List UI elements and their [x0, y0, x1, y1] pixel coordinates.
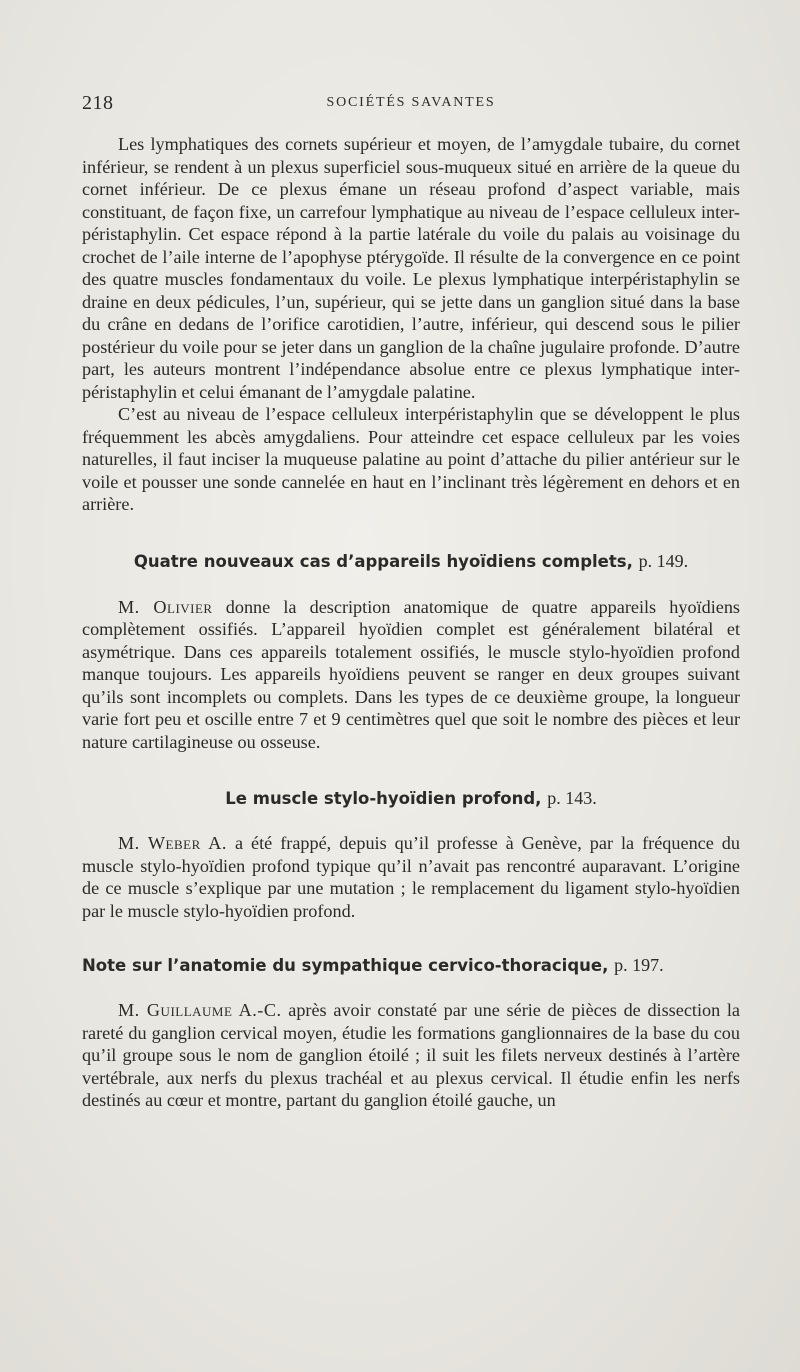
section-heading-stylohyoid-title: Le muscle stylo-hyoïdien profond,	[225, 789, 542, 808]
section-paragraph-hyoid	[82, 596, 740, 754]
author-weber: M. Weber A.	[118, 833, 227, 853]
section-paragraph-sympathetic	[82, 999, 740, 1112]
running-title: SOCIÉTÉS SAVANTES	[326, 95, 496, 110]
section-heading-stylohyoid	[82, 787, 740, 810]
section-text-sympathetic: après avoir constaté par une série de pièces de dissection la rareté du ganglion cervical moyen, étudie les formations ganglionnaires de la base du cou qu’il groupe sous le nom de ganglion étoilé ; il suit les filets nerveux destinés à l’artère vertébrale, aux nerfs du plexus trachéal et au plexus cervical. Il étudie enfin les nerfs destinés au cœur et montre, partant du ganglion étoilé gauche, un	[82, 1000, 741, 1110]
page-body	[82, 133, 740, 1112]
section-heading-sympathetic	[82, 954, 740, 977]
section-paragraph-stylohyoid	[82, 832, 740, 922]
page-number: 218	[82, 92, 114, 114]
author-olivier: M. Olivier	[118, 596, 213, 617]
section-heading-stylohyoid-page: p. 143.	[547, 788, 597, 808]
page-header	[82, 92, 740, 116]
section-text-hyoid: donne la description anatomique de quatre appareils hyoïdiens complètement ossifiés. L’appareil hyoïdien complet est généralement bilatéral et asymétrique. Dans ces appareils totalement ossifiés, le muscle stylo-hyoïdien profond manque toujours. Les appareils hyoïdiens peuvent se ranger en deux groupes suivant qu’ils sont incomplets ou complets. Dans les types de ce deuxième groupe, la longueur varie fort peu et oscille entre 7 et 9 centimètres quel que soit le nombre des pièces et leur nature cartilagineuse ou osseuse.	[82, 596, 741, 752]
section-text-stylohyoid: a été frappé, depuis qu’il professe à Genève, par la fréquence du muscle stylo-hyoïdien profond typique qu’il n’avait pas rencontré auparavant. L’origine de ce muscle s’explique par une mutation ; le remplacement du ligament stylo-hyoïdien par le muscle stylo-hyoïdien profond.	[82, 833, 740, 921]
author-guillaume: M. Guillaume A.-C.	[118, 1000, 282, 1020]
intro-paragraph-2: C’est au niveau de l’espace celluleux interpéristaphylin que se développent le plus fréquemment les abcès amygdaliens. Pour atteindre cet espace celluleux par les voies naturelles, il faut inciser la muqueuse palatine au point d’attache du pilier antérieur sur le voile et pousser une sonde cannelée en haut en l’inclinant très légèrement en dehors et en arrière.	[82, 404, 740, 514]
section-heading-hyoid-page: p. 149.	[638, 550, 689, 571]
section-heading-hyoid-title: Quatre nouveaux cas d’appareils hyoïdiens complets,	[133, 551, 633, 571]
section-heading-sympathetic-page: p. 197.	[614, 955, 664, 975]
intro-paragraph-1: Les lymphatiques des cornets supérieur et moyen, de l’amygdale tubaire, du cornet inférieur, se rendent à un plexus superficiel sous-muqueux situé en arrière de la queue du cornet inférieur. De ce plexus émane un réseau profond d’aspect variable, mais constituant, de façon fixe, un carrefour lymphatique au niveau de l’espace celluleux inter-péristaphylin. Cet espace répond à la partie latérale du voile du palais au voisinage du crochet de l’aile interne de l’apophyse ptérygoïde. Il résulte de la convergence en ce point des quatre muscles fondamentaux du voile. Le plexus lymphatique interpéristaphylin se draine en deux pédicules, l’un, supérieur, qui se jette dans un ganglion situé dans la base du crâne en dedans de l’orifice carotidien, l’autre, inférieur, qui descend sous le pilier postérieur du voile pour se jeter dans un ganglion de la chaîne jugulaire profonde. D’autre part, les auteurs montrent l’indépendance absolue entre ce plexus lymphatique inter-péristaphylin et celui émanant de l’amygdale palatine.	[82, 134, 740, 402]
section-heading-hyoid	[82, 550, 740, 573]
section-heading-sympathetic-title: Note sur l’anatomie du sympathique cervico-thoracique,	[82, 956, 609, 975]
